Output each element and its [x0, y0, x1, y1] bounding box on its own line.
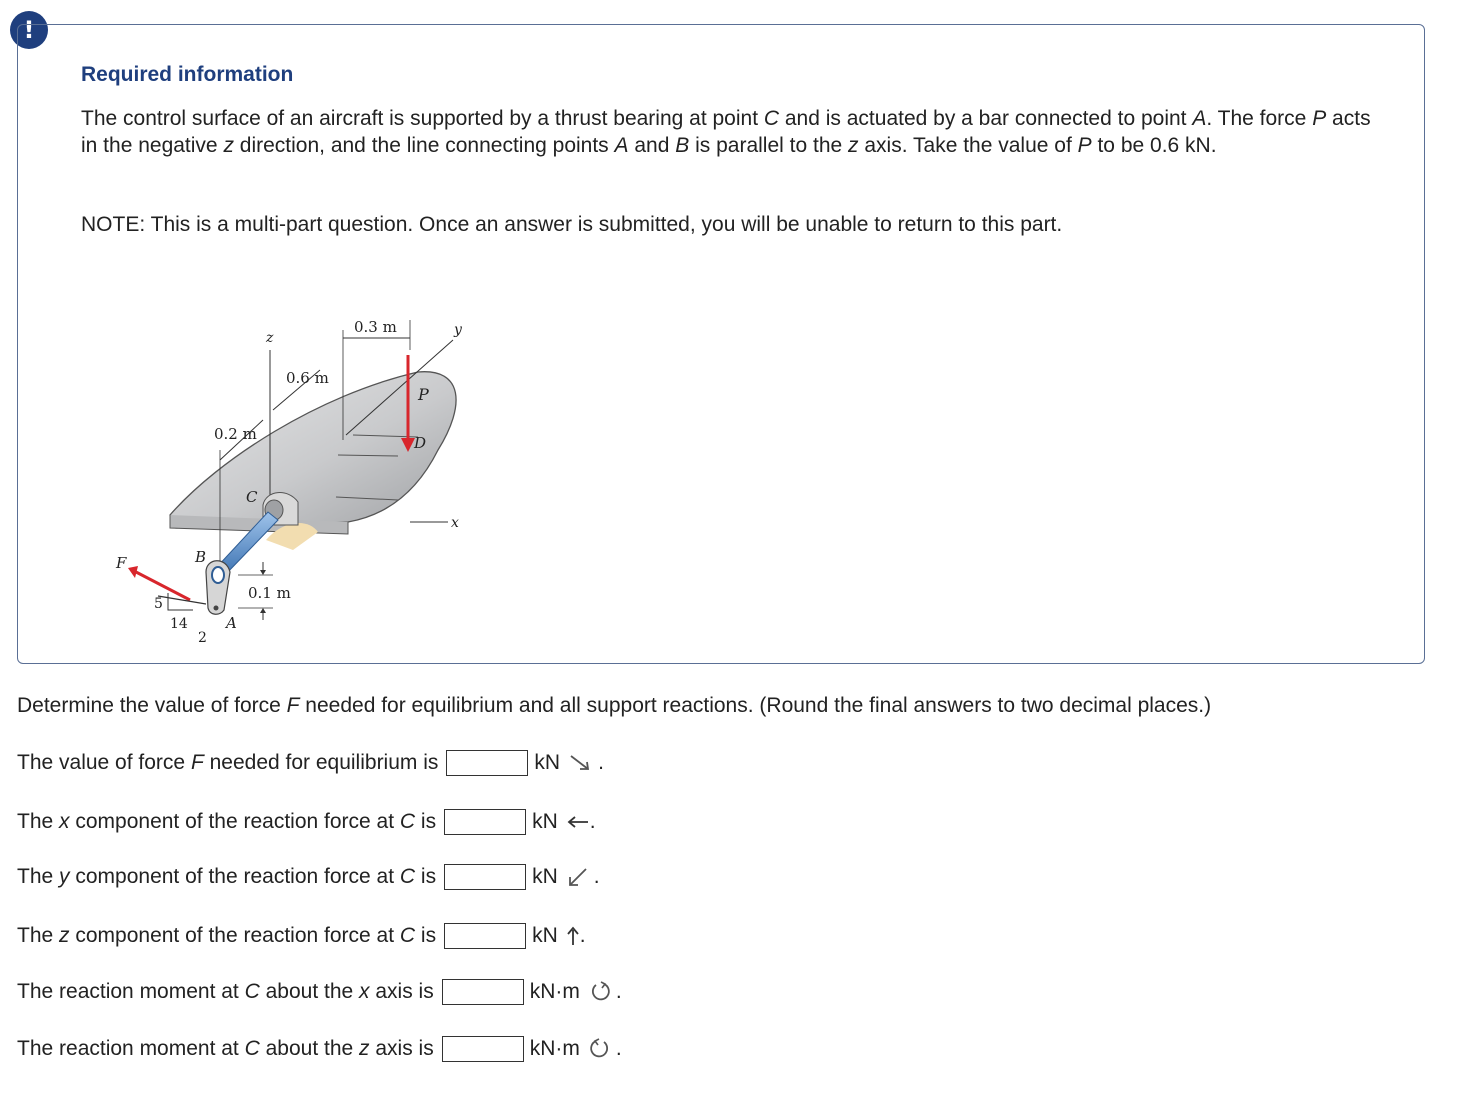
- unit-label: kN·m: [529, 980, 580, 1003]
- answer-label: The reaction moment at C about the z axis is: [17, 1037, 434, 1060]
- axis-x-label: x: [451, 515, 459, 531]
- answer-label: The y component of the reaction force at C is: [17, 865, 437, 888]
- force-f-label: F: [116, 554, 127, 572]
- arrow-down-right-icon: [568, 753, 594, 773]
- force-f-arrow: [136, 572, 190, 600]
- unit-label: kN: [532, 924, 558, 947]
- dimension-0-3m: 0.3 m: [354, 318, 397, 336]
- rotate-cw-icon: [588, 1037, 612, 1061]
- dimension-0-1m: 0.1 m: [248, 584, 291, 602]
- alert-icon: !: [10, 11, 48, 49]
- point-a-label: A: [226, 614, 237, 632]
- answer-row-force-f: [17, 749, 604, 777]
- unit-label: kN: [532, 810, 558, 833]
- answer-suffix: .: [589, 810, 596, 833]
- answer-label: The value of force F needed for equilibrium is: [17, 751, 439, 774]
- answer-label: The x component of the reaction force at C is: [17, 810, 437, 833]
- axis-z-label: z: [266, 330, 274, 346]
- required-information-panel: [17, 24, 1425, 664]
- answer-label: The z component of the reaction force at C is: [17, 924, 437, 947]
- answer-row-mx: [17, 978, 622, 1006]
- dimension-0-2m: 0.2 m: [214, 425, 257, 443]
- answer-suffix: .: [579, 924, 586, 947]
- unit-label: kN·m: [529, 1037, 580, 1060]
- reaction-cz-input[interactable]: [444, 923, 526, 949]
- force-p-label: P: [418, 385, 429, 404]
- moment-cz-input[interactable]: [442, 1036, 524, 1062]
- arrow-up-icon: [566, 925, 580, 947]
- axis-y-label: y: [454, 322, 462, 338]
- unit-label: kN: [532, 865, 558, 888]
- multi-part-note: NOTE: This is a multi-part question. Once an answer is submitted, you will be unable to return to this part.: [81, 213, 1063, 236]
- answer-row-cz: [17, 922, 586, 950]
- answer-row-cy: [17, 863, 600, 891]
- rotate-ccw-icon: [588, 980, 612, 1004]
- problem-statement: The control surface of an aircraft is supported by a thrust bearing at point C and is actuated by a bar connected to point A. The force P acts in the negative z direction, and the line connecting points A and B is parallel to the z axis. Take the value of P to be 0.6 kN.: [81, 107, 1371, 157]
- answer-row-mz: [17, 1035, 622, 1063]
- reaction-cy-input[interactable]: [444, 864, 526, 890]
- moment-cx-input[interactable]: [442, 979, 524, 1005]
- point-d-label: D: [414, 434, 427, 452]
- answer-suffix: .: [615, 1037, 622, 1060]
- slope-label-5: 5: [154, 596, 163, 612]
- slope-label-14: 14: [170, 616, 188, 632]
- answer-suffix: .: [593, 865, 600, 888]
- reaction-cx-input[interactable]: [444, 809, 526, 835]
- slope-label-2: 2: [198, 630, 207, 646]
- dimension-0-6m: 0.6 m: [286, 369, 329, 387]
- required-information-title: Required information: [81, 63, 294, 86]
- point-b-label: B: [195, 548, 207, 566]
- answer-suffix: .: [615, 980, 622, 1003]
- force-f-input[interactable]: [446, 750, 528, 776]
- arrow-down-left-icon: [566, 866, 590, 888]
- point-c-label: C: [246, 488, 258, 506]
- unit-label: kN: [534, 751, 561, 774]
- arrow-left-icon: [566, 815, 590, 829]
- question-prompt: Determine the value of force F needed for equilibrium and all support reactions. (Round the final answers to two decimal places.): [17, 694, 1212, 717]
- control-surface-figure: [98, 310, 498, 650]
- answer-label: The reaction moment at C about the x axis is: [17, 980, 434, 1003]
- answer-suffix: .: [598, 751, 604, 774]
- answer-row-cx: [17, 808, 596, 836]
